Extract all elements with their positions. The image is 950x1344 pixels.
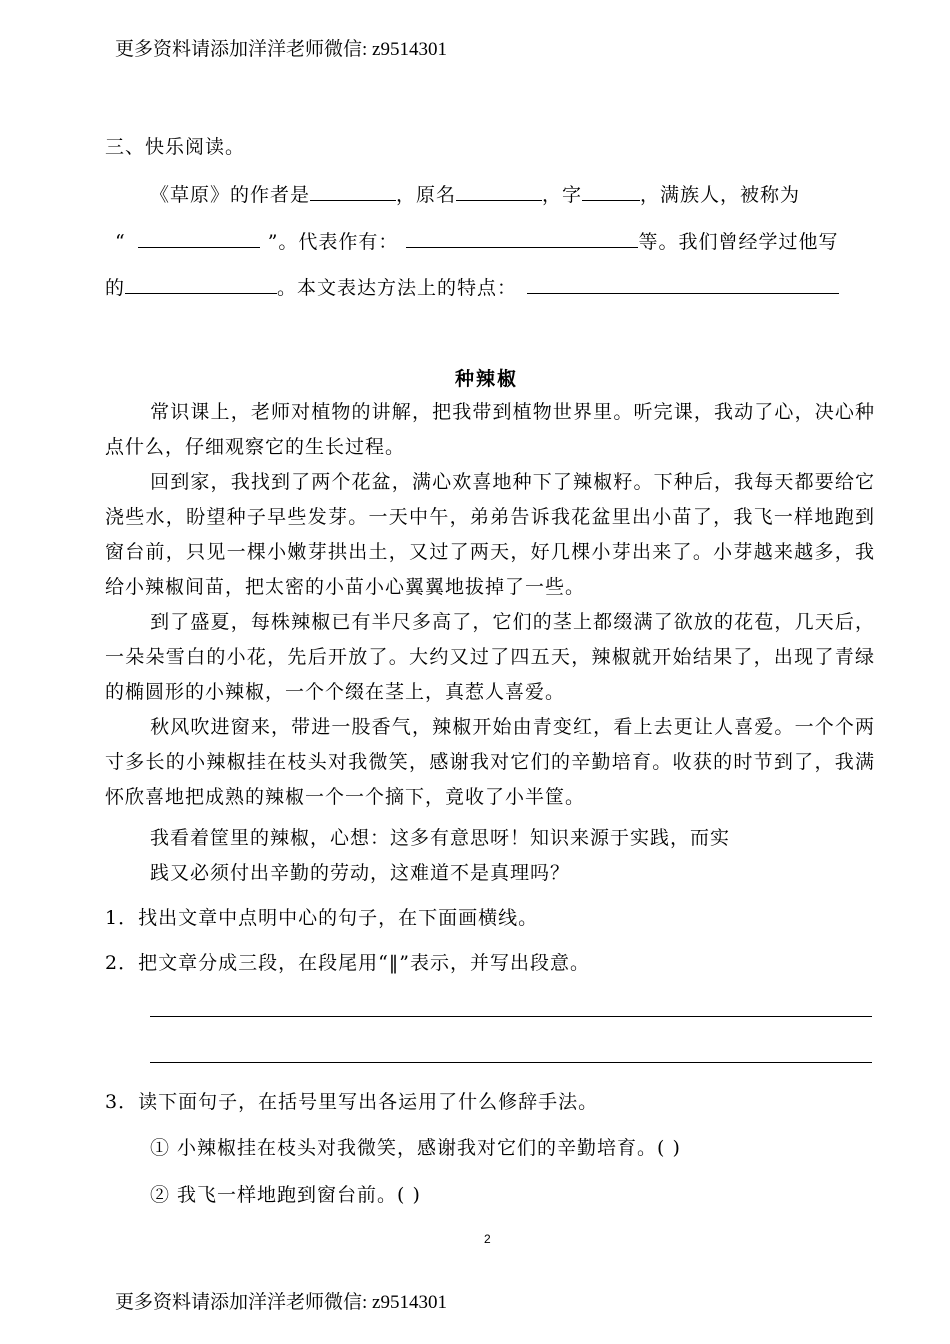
story-paragraph-2: 回到家，我找到了两个花盆，满心欢喜地种下了辣椒籽。下种后，我每天都要给它浇些水，盼望种子早些发芽。一天中午，弟弟告诉我花盆里出小苗了，我飞一样地跑到窗台前，只见一棵小嫩芽拱出土，又过了两天，好几棵小芽出来了。小芽越来越多，我给小辣椒间苗，把太密的小苗小心翼翼地拔掉了一些。 [105, 471, 875, 598]
story-title: 种辣椒 [455, 368, 519, 390]
fill-text: ，字 [542, 184, 583, 206]
fill-text: 的 [105, 277, 126, 299]
answer-blank[interactable] [125, 275, 277, 294]
section-heading: 三、快乐阅读。 [105, 136, 246, 158]
question-3-item-2: ② 我飞一样地跑到窗台前。( ) [150, 1184, 421, 1206]
question-3-item-1: ① 小辣椒挂在枝头对我微笑，感谢我对它们的辛勤培育。( ) [150, 1137, 681, 1159]
question-2: 2．把文章分成三段，在段尾用“‖”表示，并写出段意。 [105, 952, 591, 974]
page-footer-watermark: 更多资料请添加洋洋老师微信: z9514301 [115, 1292, 447, 1313]
fill-text: 《草原》的作者是 [150, 184, 311, 206]
answer-blank[interactable] [456, 182, 542, 201]
question-1: 1．找出文章中点明中心的句子，在下面画横线。 [105, 907, 539, 929]
story-paragraph-4: 秋风吹进窗来，带进一股香气，辣椒开始由青变红，看上去更让人喜爱。一个个两寸多长的小辣椒挂在枝头对我微笑，感谢我对它们的辛勤培育。收获的时节到了，我满怀欣喜地把成熟的辣椒一个一个摘下，竟收了小半筐。 [105, 716, 875, 808]
story-paragraph-3: 到了盛夏，每株辣椒已有半尺多高了，它们的茎上都缀满了欲放的花苞，几天后，一朵朵雪白的小花，先后开放了。大约又过了四五天，辣椒就开始结果了，出现了青绿的椭圆形的小辣椒，一个个缀在茎上，真惹人喜爱。 [105, 611, 875, 703]
fill-text: 。本文表达方法上的特点： [277, 277, 518, 299]
fill-text: ”。代表作有： [267, 231, 399, 253]
answer-blank[interactable] [138, 229, 260, 248]
fill-text: ，满族人，被称为 [640, 184, 801, 206]
story-paragraph-5-line-2: 践又必须付出辛勤的劳动，这难道不是真理吗？ [150, 862, 571, 884]
page-number: 2 [484, 1232, 491, 1246]
answer-blank[interactable] [310, 182, 396, 201]
answer-blank[interactable] [527, 275, 839, 294]
fill-line-1 [150, 180, 800, 207]
page-header-watermark: 更多资料请添加洋洋老师微信: z9514301 [115, 39, 447, 60]
question-3: 3．读下面句子，在括号里写出各运用了什么修辞手法。 [105, 1091, 599, 1113]
fill-line-2 [115, 227, 838, 254]
answer-blank[interactable] [582, 182, 640, 201]
answer-blank[interactable] [406, 229, 638, 248]
fill-text: “ [115, 231, 126, 253]
fill-text: 等。我们曾经学过他写 [638, 231, 839, 253]
story-paragraph-1: 常识课上，老师对植物的讲解，把我带到植物世界里。听完课，我动了心，决心种点什么，仔细观察它的生长过程。 [105, 401, 875, 458]
answer-line[interactable] [150, 1016, 872, 1017]
fill-text: ，原名 [396, 184, 457, 206]
fill-line-3 [105, 273, 839, 300]
answer-line[interactable] [150, 1062, 872, 1063]
story-paragraph-5-line-1: 我看着筐里的辣椒，心想：这多有意思呀！知识来源于实践，而实 [150, 827, 731, 849]
